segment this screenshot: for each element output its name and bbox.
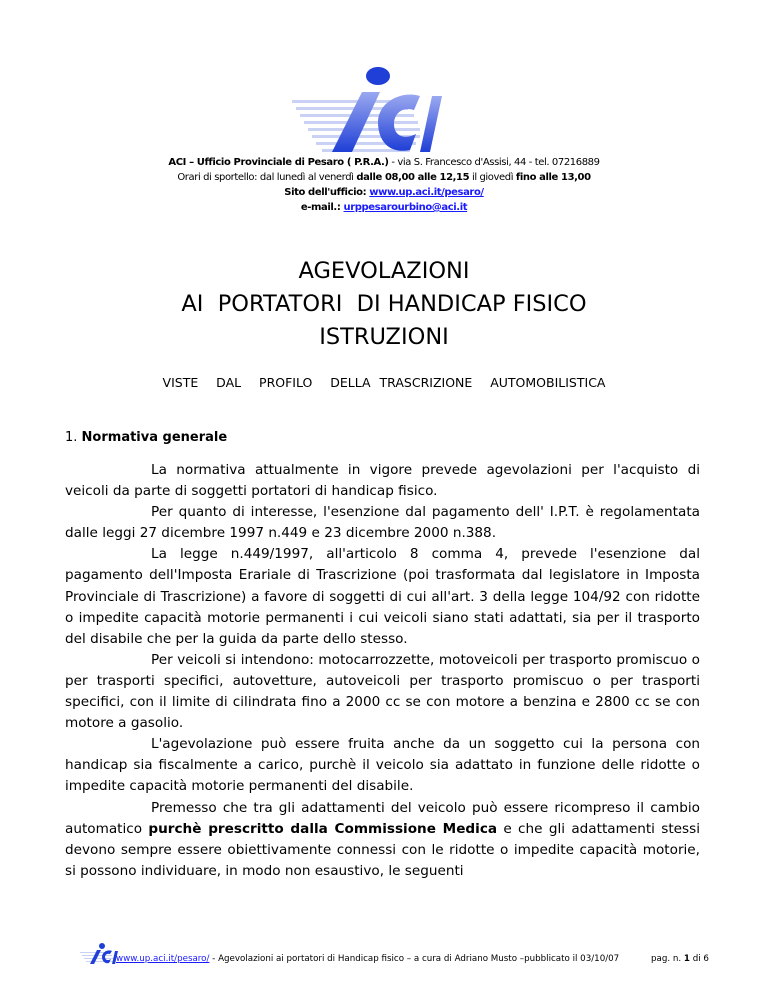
hours-weekday: dalle 08,00 alle 12,15 (356, 172, 470, 183)
paragraph: L'agevolazione può essere fruita anche da un soggetto cui la persona con handicap sia fiscalmente a carico, purchè il veicolo sia adattato in funzione delle ridotte o impedite capacità motorie permanenti del disabile. (65, 736, 700, 795)
hours-thursday-label: il giovedì (469, 172, 516, 183)
footer-text (116, 954, 619, 964)
office-site (0, 187, 768, 198)
title-line-2: AI PORTATORI DI HANDICAP FISICO (181, 291, 587, 317)
section-number: 1. (65, 430, 82, 445)
paragraph: Per quanto di interesse, l'esenzione dal pagamento dell' I.P.T. è regolamentata dalle leggi 27 dicembre 1997 n.449 e 23 dicembre 2000 n.388. (65, 504, 700, 542)
site-label: Sito dell'ufficio: (284, 187, 370, 198)
email-link[interactable]: urppesarourbino@aci.it (343, 202, 468, 213)
subtitle: VISTE DAL PROFILO DELLA TRASCRIZIONE AUTOMOBILISTICA (162, 375, 606, 390)
office-hours (0, 172, 768, 183)
email-label: e-mail.: (300, 202, 344, 213)
page-total: di 6 (689, 954, 709, 964)
aci-logo-small (80, 942, 118, 966)
paragraph: La legge n.449/1997, all'articolo 8 comma 4, prevede l'esenzione dal pagamento dell'Imposta Erariale di Trascrizione (poi trasformata dal legislatore in Imposta Provinciale di Trascrizione) a favore di soggetti di cui all'art. 3 della legge 104/92 con ridotte o impedite capacità motorie permanenti i cui veicoli siano stati adattati, sia per il trasporto del disabile che per la guida da parte dello stesso. (65, 546, 700, 647)
section-heading (65, 430, 227, 445)
page-number (651, 954, 709, 964)
office-address-rest: - via S. Francesco d'Assisi, 44 - tel. 07216889 (388, 157, 600, 168)
paragraph: La normativa attualmente in vigore prevede agevolazioni per l'acquisto di veicoli da parte di soggetti portatori di handicap fisico. (65, 462, 700, 500)
title-line-3: ISTRUZIONI (319, 324, 449, 350)
aci-logo (292, 62, 442, 160)
section-title: Normativa generale (81, 430, 228, 445)
office-address (0, 157, 768, 168)
footer-description: - Agevolazioni ai portatori di Handicap fisico – a cura di Adriano Musto –pubblicato il 03/10/07 (209, 954, 620, 964)
paragraph-text: e che gli adattamenti stessi devono sempre essere obiettivamente connessi con le ridotte o impedite capacità motorie, si possono individuare, in modo non esaustivo, le seguenti (65, 820, 700, 879)
office-name: ACI – Ufficio Provinciale di Pesaro ( P.R.A.) (168, 157, 389, 168)
page-label: pag. n. (651, 954, 684, 964)
footer-link[interactable]: www.up.aci.it/pesaro/ (116, 954, 210, 964)
page-footer (0, 950, 768, 970)
title-line-1: AGEVOLAZIONI (298, 258, 470, 284)
office-email (0, 202, 768, 213)
hours-intro: Orari di sportello: dal lunedì al venerdì (177, 172, 357, 183)
page-current: 1 (683, 954, 690, 964)
paragraph-text: Premesso che tra gli adattamenti del veicolo può essere ricompreso il cambio automatico (65, 799, 700, 837)
paragraph (65, 798, 700, 882)
site-link[interactable]: www.up.aci.it/pesaro/ (369, 187, 484, 198)
paragraph: Per veicoli si intendono: motocarrozzette, motoveicoli per trasporto promiscuo o per trasporti specifici, autovetture, autoveicoli per trasporto promiscuo o per trasporti specifici, con il limite di cilindrata fino a 2000 cc se con motore a benzina e 2800 cc se con motore a gasolio. (65, 651, 700, 732)
body-text (65, 460, 700, 882)
hours-thursday: fino alle 13,00 (515, 172, 591, 183)
paragraph-highlight: purchè prescritto dalla Commissione Medica (148, 820, 498, 837)
